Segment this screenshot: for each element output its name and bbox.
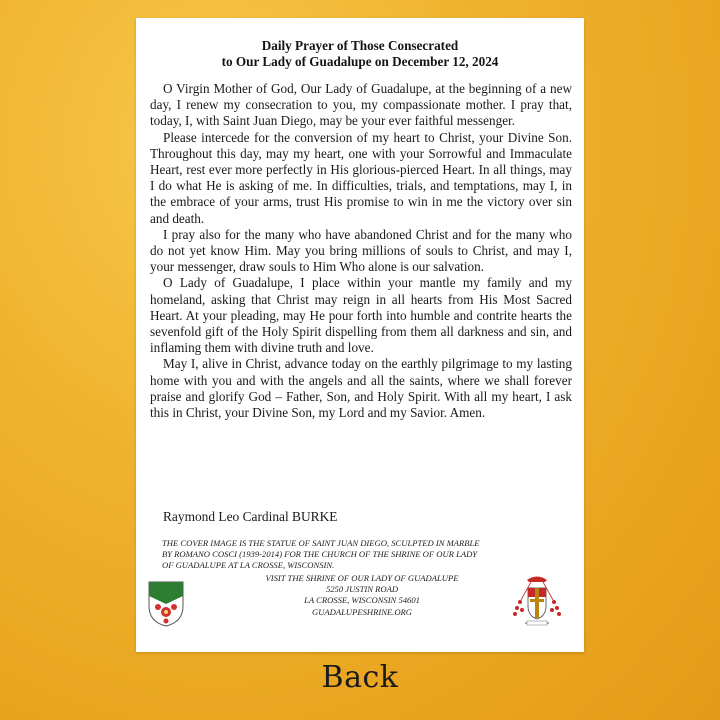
caption-line-2: BY ROMANO COSCI (1939-2014) FOR THE CHURCH OF THE SHRINE OF OUR LADY: [162, 549, 478, 560]
shrine-address: [234, 573, 490, 618]
title-line-1: Daily Prayer of Those Consecrated: [261, 38, 459, 53]
prayer-paragraph-1: O Virgin Mother of God, Our Lady of Guadalupe, at the beginning of a new day, I renew my consecration to you, my compassionate mother. I pray that, today, I, with Saint Juan Diego, may be your ever faithful messenger.: [150, 81, 572, 129]
shrine-shield-icon: [147, 580, 185, 633]
visit-line-2: 5250 JUSTIN ROAD: [325, 584, 399, 595]
visit-line-1: VISIT THE SHRINE OF OUR LADY OF GUADALUPE: [265, 573, 459, 583]
cover-caption: [162, 538, 574, 572]
prayer-card: [136, 18, 584, 652]
visit-line-4: GUADALUPESHRINE.ORG: [311, 606, 412, 617]
cardinal-coat-of-arms-icon: [511, 574, 563, 635]
visit-line-3: LA CROSSE, WISCONSIN 54601: [304, 595, 420, 606]
back-label: Back: [321, 660, 399, 695]
prayer-body: [150, 81, 572, 421]
prayer-title: [136, 38, 584, 70]
prayer-paragraph-2: Please intercede for the conversion of my heart to Christ, your Divine Son. Throughout this day, may my heart, one with your Sorrowful and Immaculate Heart, rest ever more perfectly in His glorious-pierced Heart. In all things, may I do what He is asking of me. In difficulties, trials, and temptations, may I, in the embrace of your arms, trust His promise to win in me the victory over sin and death.: [150, 129, 572, 226]
title-line-2: to Our Lady of Guadalupe on December 12, 2024: [221, 54, 499, 69]
caption-line-1: THE COVER IMAGE IS THE STATUE OF SAINT JUAN DIEGO, SCULPTED IN MARBLE: [162, 538, 480, 548]
prayer-paragraph-5: May I, alive in Christ, advance today on the earthly pilgrimage to my lasting home with you and with the angels and all the saints, where we shall forever praise and glorify God – Father, Son, and Holy Spirit. With all my heart, I ask this in Christ, your Divine Son, my Lord and my Savior. Amen.: [150, 356, 572, 421]
prayer-paragraph-3: I pray also for the many who have abandoned Christ and for the many who do not yet know Him. May you bring millions of souls to Christ, and may I, your messenger, draw souls to Him Who alone is our salvation.: [150, 226, 572, 275]
prayer-paragraph-4: O Lady of Guadalupe, I place within your mantle my family and my homeland, asking that Christ may reign in all hearts from His Most Sacred Heart. At your pleading, may He pour forth into humble and contrite hearts the sevenfold gift of the Holy Spirit dispelling from them all darkness and sin, and inflaming them with divine truth and love.: [150, 275, 572, 356]
signature: Raymond Leo Cardinal BURKE: [163, 509, 338, 524]
caption-line-3: OF GUADALUPE AT LA CROSSE, WISCONSIN.: [162, 560, 335, 571]
